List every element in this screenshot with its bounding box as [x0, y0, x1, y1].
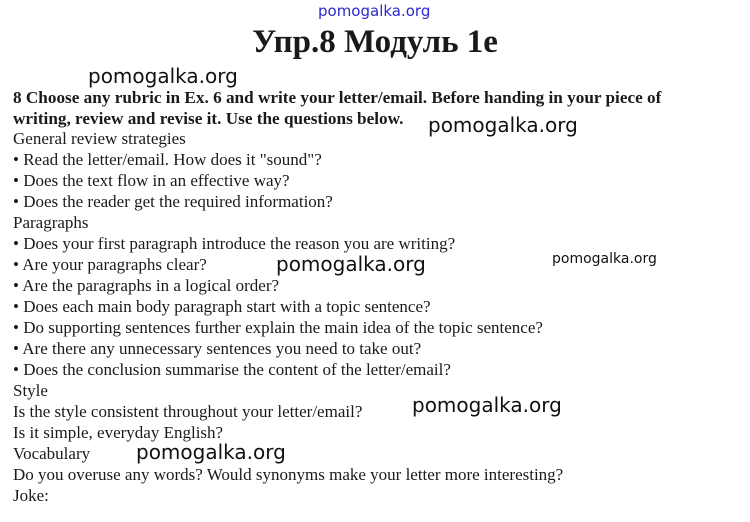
watermark-top: pomogalka.org — [318, 2, 431, 20]
watermark: pomogalka.org — [88, 64, 238, 88]
section-heading-general: General review strategies — [13, 129, 186, 148]
joke-label: Joke: — [13, 486, 49, 505]
list-item: • Are the paragraphs in a logical order? — [13, 276, 280, 295]
list-item: • Does your first paragraph introduce the reason you are writing? — [13, 234, 456, 253]
list-item: • Does the reader get the required information? — [13, 192, 333, 211]
watermark: pomogalka.org — [136, 440, 286, 464]
text-line: Is it simple, everyday English? — [13, 423, 224, 442]
watermark: pomogalka.org — [428, 113, 578, 137]
section-heading-vocabulary: Vocabulary — [13, 444, 91, 463]
text-line: Do you overuse any words? Would synonyms make your letter more interesting? — [13, 465, 564, 484]
watermark: pomogalka.org — [276, 252, 426, 276]
text-line: Is the style consistent throughout your letter/email? — [13, 402, 363, 421]
page-title: Упр.8 Модуль 1е — [252, 24, 498, 60]
watermark: pomogalka.org — [412, 393, 562, 417]
section-heading-style: Style — [13, 381, 48, 400]
list-item: • Read the letter/email. How does it "sound"? — [13, 150, 322, 169]
section-heading-paragraphs: Paragraphs — [13, 213, 89, 232]
task-instruction: 8 Choose any rubric in Ex. 6 and write your letter/email. Before handing in your piece of writing, review and revise it. Use the questions below. — [13, 88, 662, 128]
list-item: • Are there any unnecessary sentences you need to take out? — [13, 339, 422, 358]
list-item: • Does each main body paragraph start with a topic sentence? — [13, 297, 431, 316]
list-item: • Do supporting sentences further explain the main idea of the topic sentence? — [13, 318, 543, 337]
list-item: • Does the text flow in an effective way? — [13, 171, 290, 190]
list-item: • Are your paragraphs clear? — [13, 255, 207, 274]
watermark: pomogalka.org — [552, 251, 657, 267]
list-item: • Does the conclusion summarise the content of the letter/email? — [13, 360, 451, 379]
